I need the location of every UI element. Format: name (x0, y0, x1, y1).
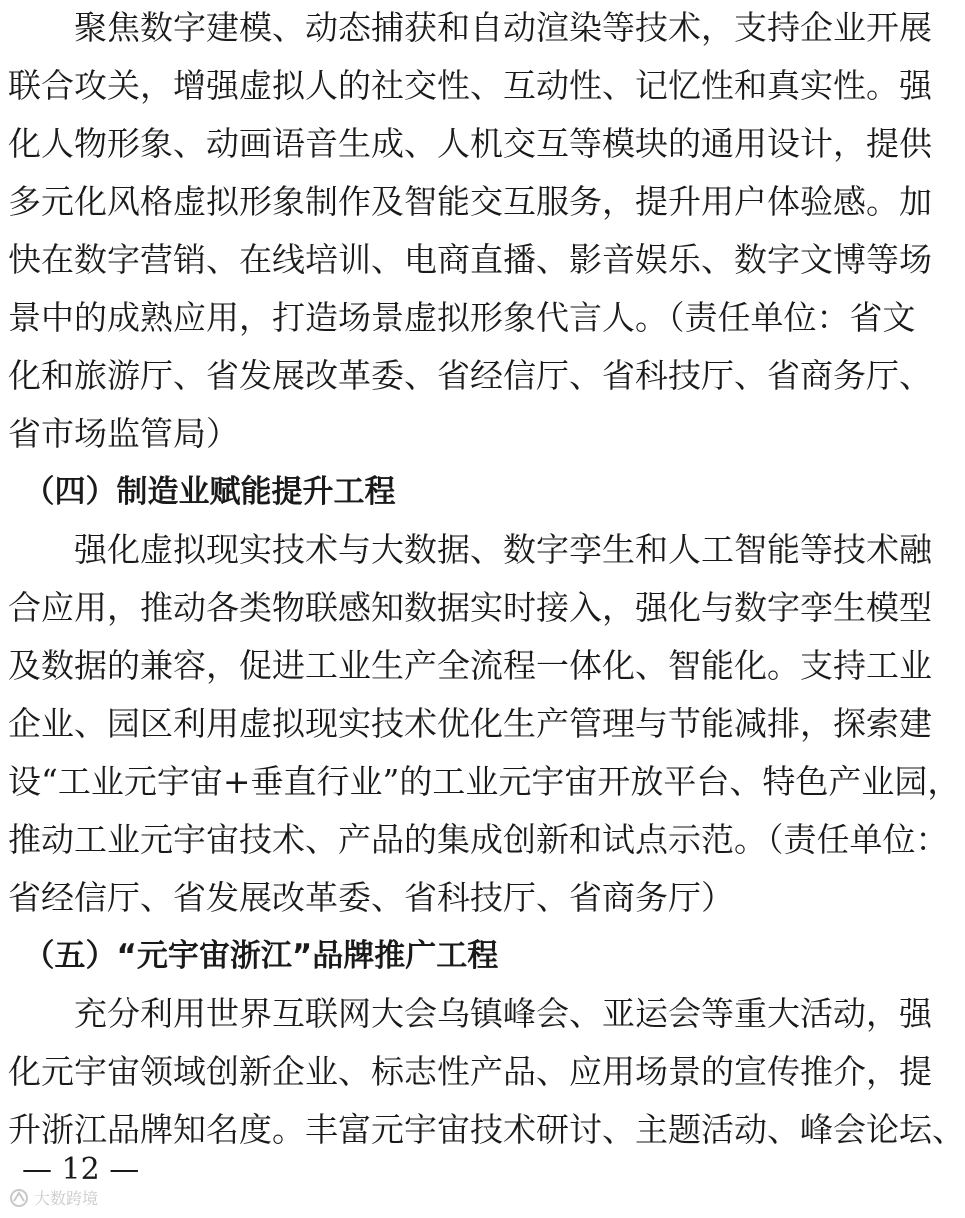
watermark-logo-icon (8, 1187, 30, 1209)
section-heading-5: （五）“元宇宙浙江”品牌推广工程 (8, 938, 499, 974)
paragraph-line: 景中的成熟应用，打造场景虚拟形象代言人。（责任单位：省文 (8, 298, 916, 337)
paragraph-line: 化人物形象、动画语音生成、人机交互等模块的通用设计，提供 (8, 124, 932, 163)
paragraph-line: 升浙江品牌知名度。丰富元宇宙技术研讨、主题活动、峰会论坛、 (8, 1110, 965, 1149)
paragraph-line: 聚焦数字建模、动态捕获和自动渲染等技术，支持企业开展 (8, 8, 932, 47)
paragraph-line: 多元化风格虚拟形象制作及智能交互服务，提升用户体验感。加 (8, 182, 932, 221)
paragraph-line: 强化虚拟现实技术与大数据、数字孪生和人工智能等技术融 (8, 530, 932, 569)
paragraph-line: 推动工业元宇宙技术、产品的集成创新和试点示范。（责任单位： (8, 820, 949, 859)
paragraph-line: 省经信厅、省发展改革委、省科技厅、省商务厅） (8, 878, 734, 917)
paragraph-line: 及数据的兼容，促进工业生产全流程一体化、智能化。支持工业 (8, 646, 932, 685)
page-number: — 12 — (22, 1152, 140, 1187)
paragraph-line: 设“工业元宇宙+垂直行业”的工业元宇宙开放平台、特色产业园， (8, 762, 961, 801)
watermark (8, 1186, 98, 1209)
paragraph-line: 充分利用世界互联网大会乌镇峰会、亚运会等重大活动，强 (8, 994, 932, 1033)
paragraph-line: 化和旅游厅、省发展改革委、省经信厅、省科技厅、省商务厅、 (8, 356, 932, 395)
paragraph-line: 快在数字营销、在线培训、电商直播、影音娱乐、数字文博等场 (8, 240, 932, 279)
paragraph-line: 化元宇宙领域创新企业、标志性产品、应用场景的宣传推介，提 (8, 1052, 932, 1091)
section-heading-4: （四）制造业赋能提升工程 (8, 474, 396, 510)
paragraph-line: 联合攻关，增强虚拟人的社交性、互动性、记忆性和真实性。强 (8, 66, 932, 105)
paragraph-line: 企业、园区利用虚拟现实技术优化生产管理与节能减排，探索建 (8, 704, 932, 743)
watermark-text: 大数跨境 (34, 1189, 99, 1208)
paragraph-line: 省市场监管局） (8, 414, 239, 453)
paragraph-line: 合应用，推动各类物联感知数据实时接入，强化与数字孪生模型 (8, 588, 932, 627)
